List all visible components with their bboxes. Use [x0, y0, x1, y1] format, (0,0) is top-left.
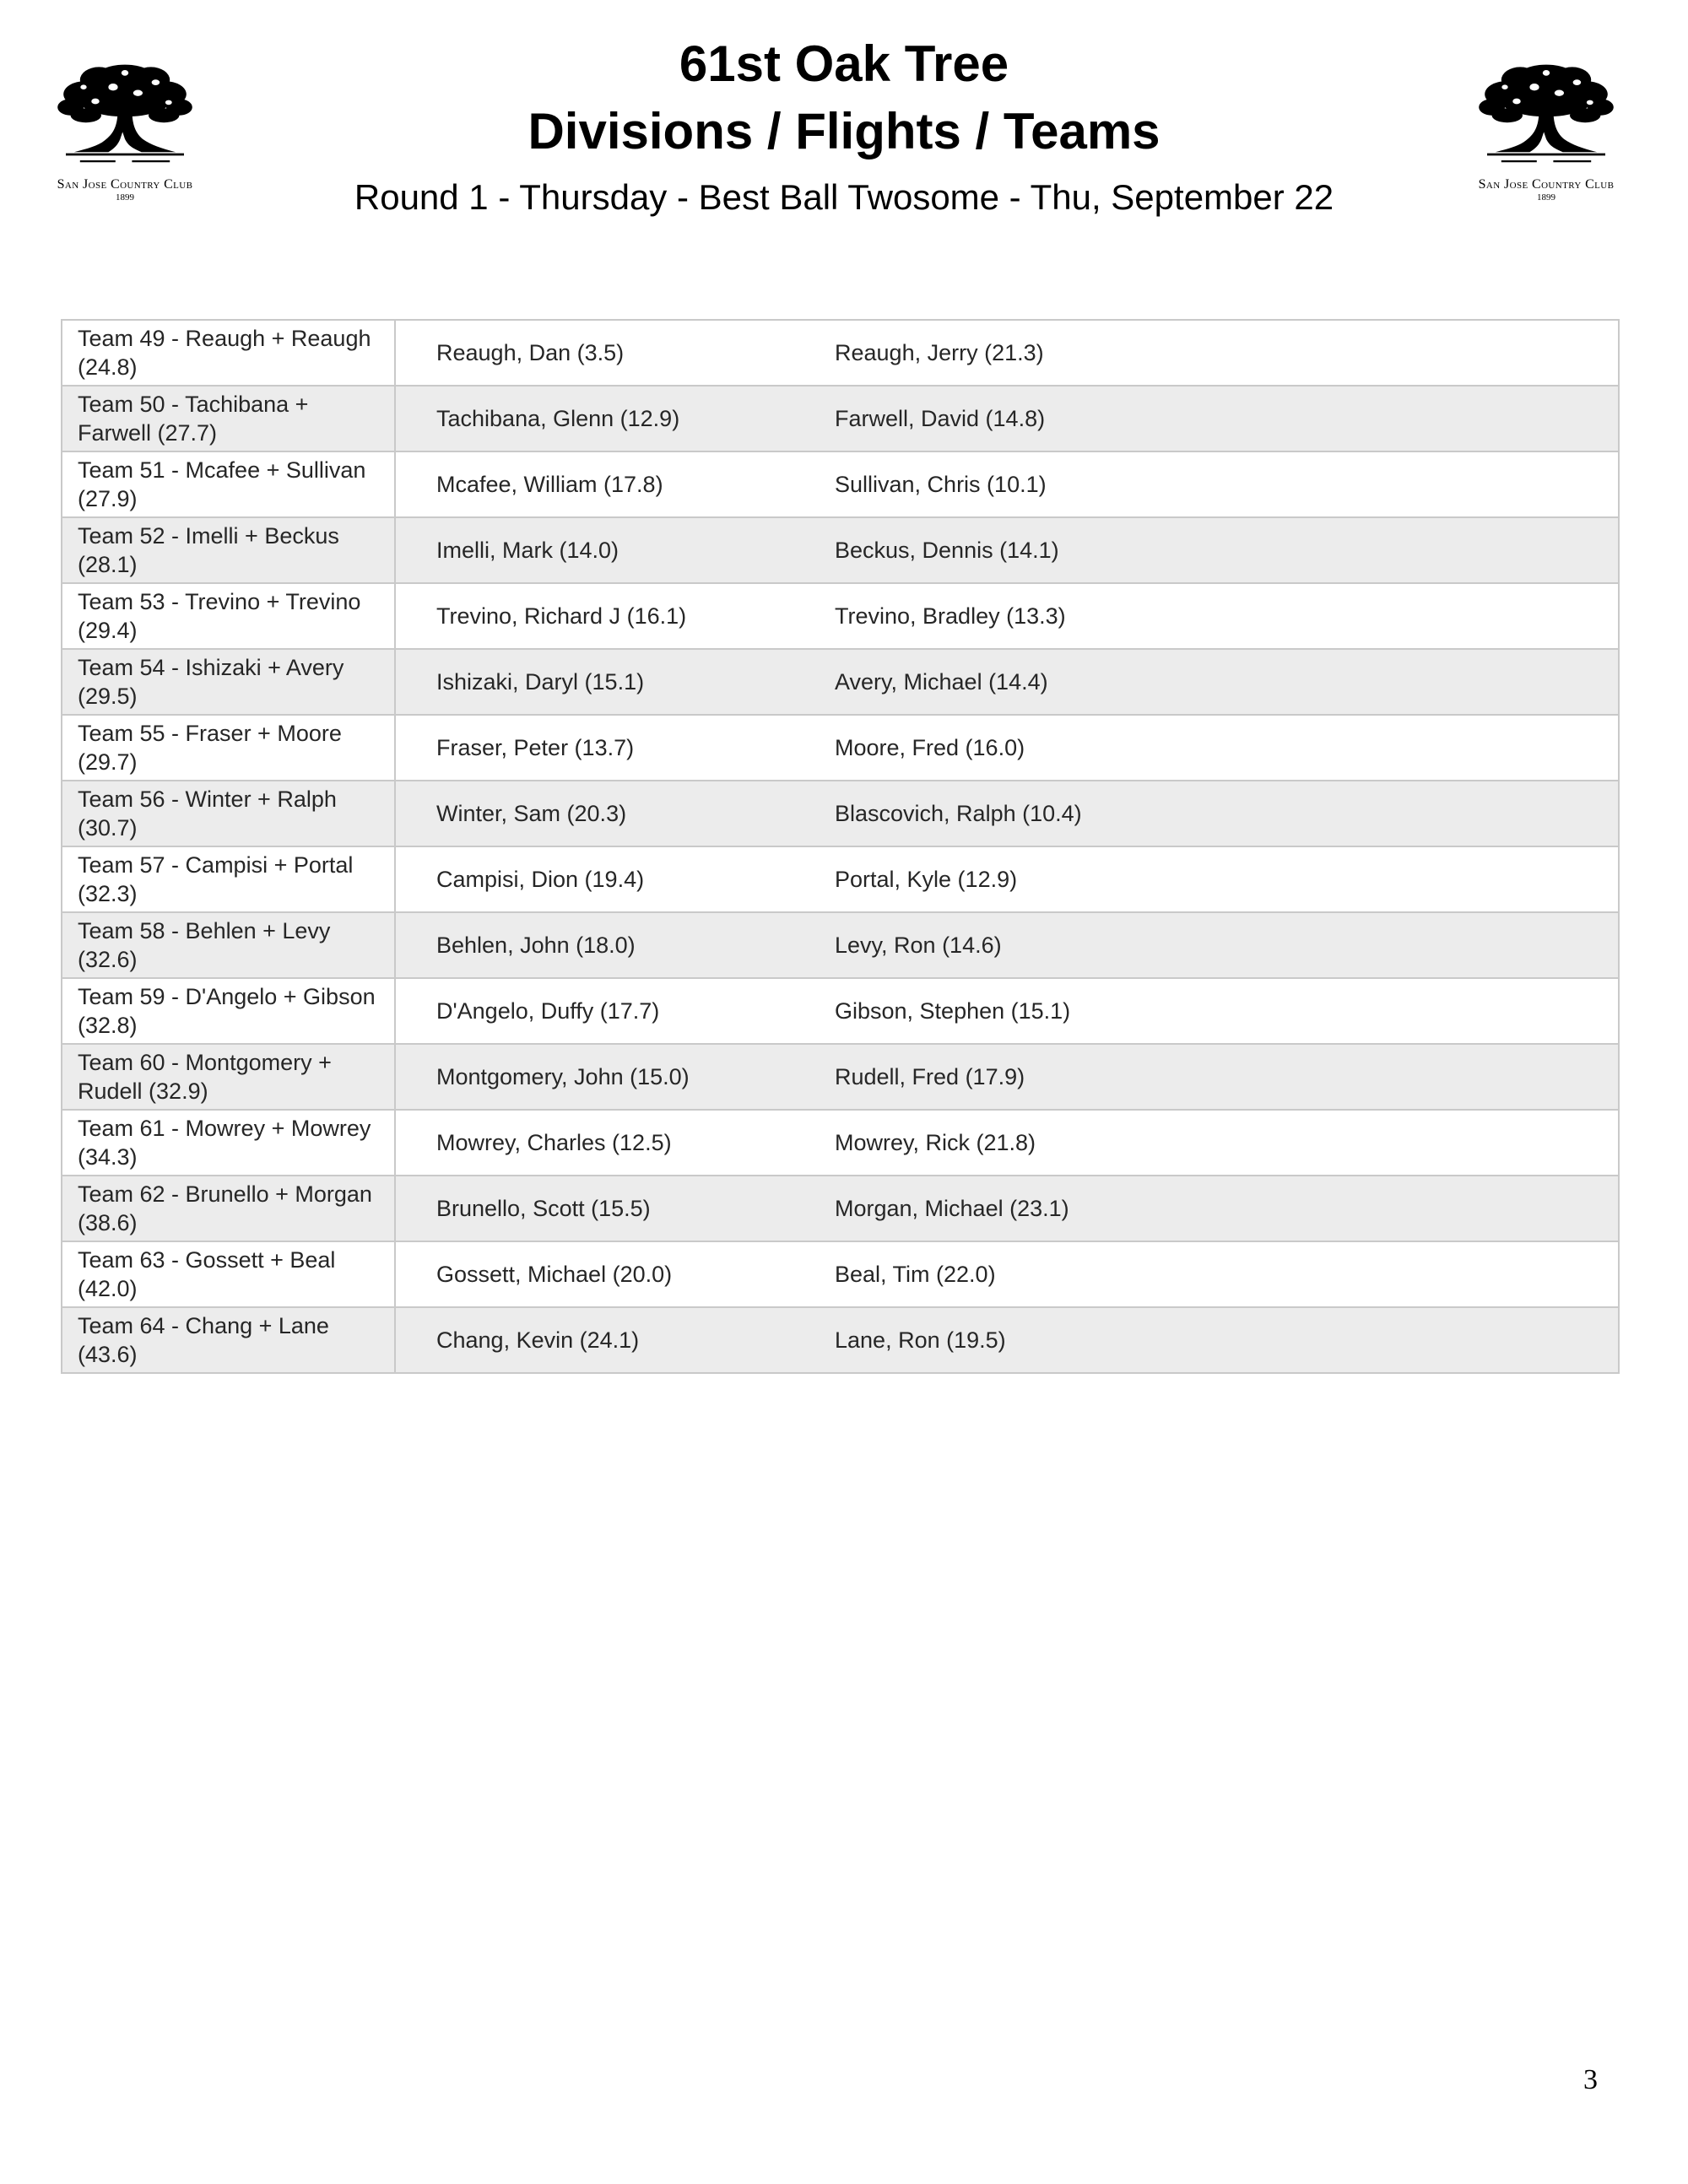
player-cell: Ishizaki, Daryl (15.1)	[395, 649, 794, 715]
table-row	[62, 1044, 1619, 1110]
table-row	[62, 1176, 1619, 1241]
club-name: San Jose Country Club	[1478, 177, 1615, 192]
table-row	[62, 1241, 1619, 1307]
player-cell: Sullivan, Chris (10.1)	[794, 451, 1619, 517]
page-title-line2: Divisions / Flights / Teams	[528, 103, 1160, 159]
team-cell: Team 62 - Brunello + Morgan (38.6)	[62, 1176, 395, 1241]
team-cell: Team 64 - Chang + Lane (43.6)	[62, 1307, 395, 1373]
player-cell: Moore, Fred (16.0)	[794, 715, 1619, 781]
team-cell: Team 50 - Tachibana + Farwell (27.7)	[62, 386, 395, 451]
team-cell: Team 55 - Fraser + Moore (29.7)	[62, 715, 395, 781]
team-cell: Team 49 - Reaugh + Reaugh (24.8)	[62, 320, 395, 386]
table-row	[62, 451, 1619, 517]
player-cell: Gibson, Stephen (15.1)	[794, 978, 1619, 1044]
player-cell: Levy, Ron (14.6)	[794, 912, 1619, 978]
team-cell: Team 54 - Ishizaki + Avery (29.5)	[62, 649, 395, 715]
round-info: Round 1 - Thursday - Best Ball Twosome - Thu, September 22	[354, 177, 1334, 217]
table-row	[62, 517, 1619, 583]
table-row	[62, 715, 1619, 781]
player-cell: Mcafee, William (17.8)	[395, 451, 794, 517]
player-cell: Campisi, Dion (19.4)	[395, 846, 794, 912]
team-cell: Team 61 - Mowrey + Mowrey (34.3)	[62, 1110, 395, 1176]
team-cell: Team 63 - Gossett + Beal (42.0)	[62, 1241, 395, 1307]
player-cell: Chang, Kevin (24.1)	[395, 1307, 794, 1373]
table-row	[62, 781, 1619, 846]
team-cell: Team 59 - D'Angelo + Gibson (32.8)	[62, 978, 395, 1044]
table-row	[62, 912, 1619, 978]
player-cell: Lane, Ron (19.5)	[794, 1307, 1619, 1373]
club-established: 1899	[1537, 192, 1555, 203]
player-cell: Behlen, John (18.0)	[395, 912, 794, 978]
page-number: 3	[1583, 2064, 1598, 2095]
table-row	[62, 320, 1619, 386]
page-title: 61st Oak Tree	[679, 35, 1009, 92]
table-row	[62, 846, 1619, 912]
player-cell: Portal, Kyle (12.9)	[794, 846, 1619, 912]
table-row	[62, 386, 1619, 451]
player-cell: Trevino, Richard J (16.1)	[395, 583, 794, 649]
player-cell: Beal, Tim (22.0)	[794, 1241, 1619, 1307]
player-cell: D'Angelo, Duffy (17.7)	[395, 978, 794, 1044]
team-cell: Team 53 - Trevino + Trevino (29.4)	[62, 583, 395, 649]
player-cell: Trevino, Bradley (13.3)	[794, 583, 1619, 649]
player-cell: Morgan, Michael (23.1)	[794, 1176, 1619, 1241]
table-row	[62, 978, 1619, 1044]
table-row	[62, 1307, 1619, 1373]
player-cell: Mowrey, Rick (21.8)	[794, 1110, 1619, 1176]
table-row	[62, 1110, 1619, 1176]
table-row	[62, 583, 1619, 649]
player-cell: Tachibana, Glenn (12.9)	[395, 386, 794, 451]
player-cell: Montgomery, John (15.0)	[395, 1044, 794, 1110]
team-cell: Team 60 - Montgomery + Rudell (32.9)	[62, 1044, 395, 1110]
player-cell: Farwell, David (14.8)	[794, 386, 1619, 451]
team-cell: Team 52 - Imelli + Beckus (28.1)	[62, 517, 395, 583]
player-cell: Reaugh, Jerry (21.3)	[794, 320, 1619, 386]
player-cell: Gossett, Michael (20.0)	[395, 1241, 794, 1307]
table-row	[62, 649, 1619, 715]
player-cell: Avery, Michael (14.4)	[794, 649, 1619, 715]
team-cell: Team 58 - Behlen + Levy (32.6)	[62, 912, 395, 978]
player-cell: Winter, Sam (20.3)	[395, 781, 794, 846]
player-cell: Rudell, Fred (17.9)	[794, 1044, 1619, 1110]
club-name: San Jose Country Club	[57, 177, 193, 192]
team-cell: Team 57 - Campisi + Portal (32.3)	[62, 846, 395, 912]
player-cell: Blascovich, Ralph (10.4)	[794, 781, 1619, 846]
header	[0, 30, 1688, 219]
player-cell: Brunello, Scott (15.5)	[395, 1176, 794, 1241]
club-established: 1899	[116, 192, 134, 203]
player-cell: Imelli, Mark (14.0)	[395, 517, 794, 583]
team-cell: Team 51 - Mcafee + Sullivan (27.9)	[62, 451, 395, 517]
player-cell: Beckus, Dennis (14.1)	[794, 517, 1619, 583]
player-cell: Fraser, Peter (13.7)	[395, 715, 794, 781]
teams-table	[61, 319, 1620, 1374]
player-cell: Reaugh, Dan (3.5)	[395, 320, 794, 386]
team-cell: Team 56 - Winter + Ralph (30.7)	[62, 781, 395, 846]
player-cell: Mowrey, Charles (12.5)	[395, 1110, 794, 1176]
